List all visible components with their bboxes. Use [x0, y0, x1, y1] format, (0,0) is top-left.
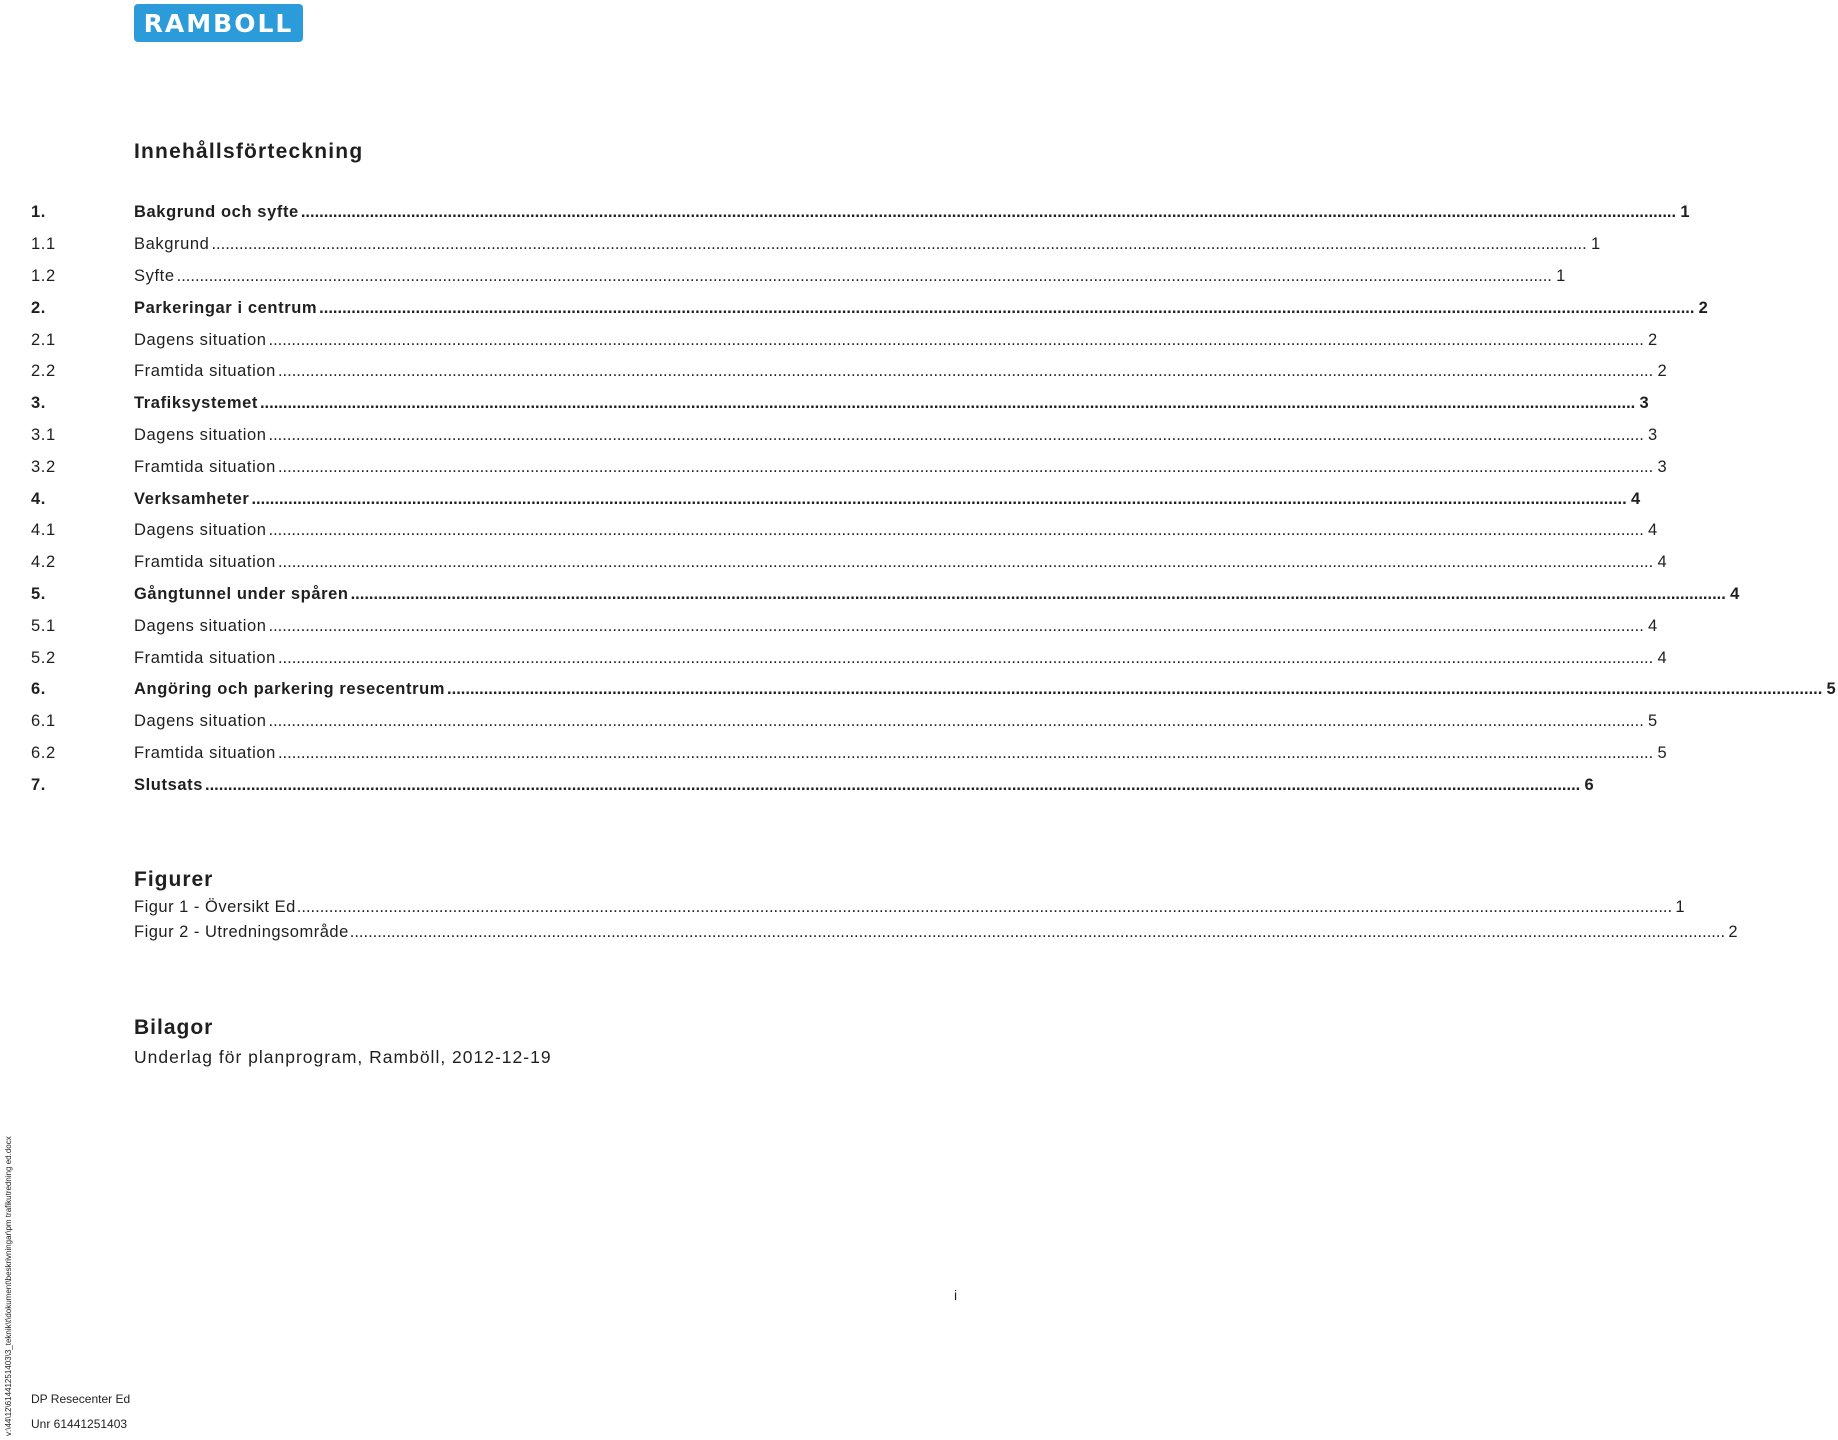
toc-entry[interactable] [31, 451, 1668, 483]
toc-dot-leader: ............................................................................................................................................................................................................................................................................................................ [277, 362, 1654, 381]
toc-entry-number: 2. [31, 298, 46, 317]
figure-list [134, 895, 1739, 945]
toc-dot-leader: ............................................................................................................................................................................................................................................................................................................ [277, 457, 1654, 476]
toc-entry[interactable] [31, 738, 1668, 770]
figure-entry-page: 2 [1728, 923, 1739, 941]
toc-dot-leader: ............................................................................................................................................................................................................................................................................................................ [277, 553, 1654, 572]
figure-entry[interactable] [134, 920, 1739, 945]
toc-entry-page: 3 [1657, 457, 1668, 476]
toc-entry-number: 3.1 [31, 425, 56, 444]
toc-entry-title: Parkeringar i centrum [134, 298, 318, 317]
toc-entry-page: 4 [1657, 553, 1668, 572]
toc-entry[interactable] [31, 197, 1691, 229]
toc-entry-title: Framtida situation [134, 553, 276, 572]
toc-dot-leader: ............................................................................................................................................................................................................................................................................................................ [447, 680, 1823, 699]
toc-entry[interactable] [31, 420, 1658, 452]
toc-entry-page: 4 [1730, 584, 1740, 603]
toc-entry-page: 3 [1648, 425, 1658, 444]
toc-entry[interactable] [31, 579, 1740, 611]
toc-entry[interactable] [31, 515, 1658, 547]
toc-dot-leader: ............................................................................................................................................................................................................................................................................................................ [251, 489, 1627, 508]
toc-entry-number: 1. [31, 203, 46, 222]
toc-entry-page: 4 [1648, 521, 1658, 540]
toc-entry[interactable] [31, 388, 1650, 420]
figure-dot-leader: ............................................................................................................................................................................................................................................................................................................ [349, 923, 1726, 941]
toc-dot-leader: ............................................................................................................................................................................................................................................................................................................ [268, 712, 1644, 731]
toc-entry[interactable] [31, 769, 1595, 801]
toc-entry[interactable] [31, 706, 1658, 738]
attachment-item: Underlag för planprogram, Ramböll, 2012-12-19 [134, 1047, 552, 1067]
toc-entry-number: 2.1 [31, 330, 56, 349]
toc-dot-leader: ............................................................................................................................................................................................................................................................................................................ [268, 425, 1644, 444]
toc-entry[interactable] [31, 324, 1658, 356]
footer-project: DP Resecenter Ed [31, 1392, 131, 1406]
toc-entry-title: Framtida situation [134, 648, 276, 667]
toc-entry-title: Dagens situation [134, 425, 267, 444]
toc-dot-leader: ............................................................................................................................................................................................................................................................................................................ [300, 203, 1677, 222]
toc-entry-title: Bakgrund och syfte [134, 203, 299, 222]
toc-entry-title: Verksamheter [134, 489, 250, 508]
toc-dot-leader: ............................................................................................................................................................................................................................................................................................................ [211, 235, 1587, 254]
logo-text: RAMBOLL [143, 8, 294, 38]
toc-entry-page: 2 [1657, 362, 1668, 381]
toc-dot-leader: ............................................................................................................................................................................................................................................................................................................ [277, 743, 1654, 762]
toc-title: Innehållsförteckning [134, 140, 364, 163]
toc-dot-leader: ............................................................................................................................................................................................................................................................................................................ [268, 521, 1644, 540]
toc-entry-title: Bakgrund [134, 235, 210, 254]
toc-entry-number: 5.1 [31, 616, 56, 635]
toc-entry-number: 4.2 [31, 553, 56, 572]
toc-entry-page: 1 [1680, 203, 1691, 222]
figure-entry-title: Figur 1 - Översikt Ed [134, 898, 296, 916]
toc-entry-page: 4 [1648, 616, 1658, 635]
toc-entry-page: 5 [1826, 680, 1837, 699]
toc-entry-title: Dagens situation [134, 616, 267, 635]
figure-dot-leader: ............................................................................................................................................................................................................................................................................................................ [296, 898, 1673, 916]
toc-entry-page: 1 [1590, 235, 1601, 254]
toc-entry-title: Dagens situation [134, 712, 267, 731]
toc-entry-page: 3 [1639, 394, 1650, 413]
toc-entry[interactable] [31, 610, 1658, 642]
toc-entry-title: Dagens situation [134, 521, 267, 540]
toc-entry-number: 3.2 [31, 457, 56, 476]
toc-dot-leader: ............................................................................................................................................................................................................................................................................................................ [176, 266, 1552, 285]
toc-entry[interactable] [31, 547, 1668, 579]
toc-dot-leader: ............................................................................................................................................................................................................................................................................................................ [277, 648, 1654, 667]
figure-entry-title: Figur 2 - Utredningsområde [134, 923, 349, 941]
table-of-contents [31, 197, 1837, 801]
ramboll-logo [134, 4, 303, 42]
figures-title: Figurer [134, 868, 214, 891]
toc-dot-leader: ............................................................................................................................................................................................................................................................................................................ [319, 298, 1695, 317]
toc-entry-title: Gångtunnel under spåren [134, 584, 349, 603]
toc-entry-page: 4 [1657, 648, 1668, 667]
toc-entry-number: 1.2 [31, 266, 56, 285]
attachments-title: Bilagor [134, 1016, 214, 1039]
toc-entry-number: 2.2 [31, 362, 56, 381]
toc-dot-leader: ............................................................................................................................................................................................................................................................................................................ [268, 330, 1644, 349]
toc-entry-title: Angöring och parkering resecentrum [134, 680, 446, 699]
toc-entry-title: Trafiksystemet [134, 394, 258, 413]
toc-entry-page: 4 [1630, 489, 1641, 508]
toc-entry-page: 5 [1657, 743, 1668, 762]
figure-entry[interactable] [134, 895, 1686, 920]
toc-entry[interactable] [31, 642, 1668, 674]
toc-entry-page: 2 [1698, 298, 1709, 317]
toc-entry-title: Framtida situation [134, 457, 276, 476]
footer-number: Unr 61441251403 [31, 1417, 128, 1431]
toc-entry-title: Dagens situation [134, 330, 267, 349]
toc-entry[interactable] [31, 356, 1668, 388]
toc-entry-page: 1 [1556, 266, 1566, 285]
toc-dot-leader: ............................................................................................................................................................................................................................................................................................................ [259, 394, 1636, 413]
toc-entry-number: 4. [31, 489, 46, 508]
toc-entry-page: 5 [1648, 712, 1658, 731]
toc-entry-page: 2 [1648, 330, 1658, 349]
toc-entry[interactable] [31, 483, 1641, 515]
toc-entry-number: 3. [31, 394, 46, 413]
toc-entry[interactable] [31, 292, 1709, 324]
toc-entry-number: 1.1 [31, 235, 56, 254]
toc-dot-leader: ............................................................................................................................................................................................................................................................................................................ [205, 775, 1581, 794]
page-number: i [954, 1287, 958, 1303]
toc-entry[interactable] [31, 261, 1566, 293]
toc-entry-title: Framtida situation [134, 362, 276, 381]
file-path-sidebar: v:\44\12\61441251403\3_teknik\t\dokument\beskrivningar\pm trafikutredning ed.docx [4, 1136, 13, 1436]
toc-entry-number: 5. [31, 584, 46, 603]
toc-entry[interactable] [31, 229, 1601, 261]
toc-entry-number: 6.1 [31, 712, 56, 731]
toc-entry-number: 5.2 [31, 648, 56, 667]
toc-entry-page: 6 [1584, 775, 1595, 794]
toc-entry-title: Slutsats [134, 775, 203, 794]
toc-entry-number: 4.1 [31, 521, 56, 540]
toc-entry[interactable] [31, 674, 1837, 706]
toc-dot-leader: ............................................................................................................................................................................................................................................................................................................ [268, 616, 1644, 635]
toc-entry-number: 6. [31, 680, 46, 699]
toc-entry-number: 6.2 [31, 743, 56, 762]
figure-entry-page: 1 [1675, 898, 1686, 916]
toc-entry-number: 7. [31, 775, 46, 794]
toc-entry-title: Syfte [134, 266, 175, 285]
toc-dot-leader: ............................................................................................................................................................................................................................................................................................................ [350, 584, 1726, 603]
toc-entry-title: Framtida situation [134, 743, 276, 762]
